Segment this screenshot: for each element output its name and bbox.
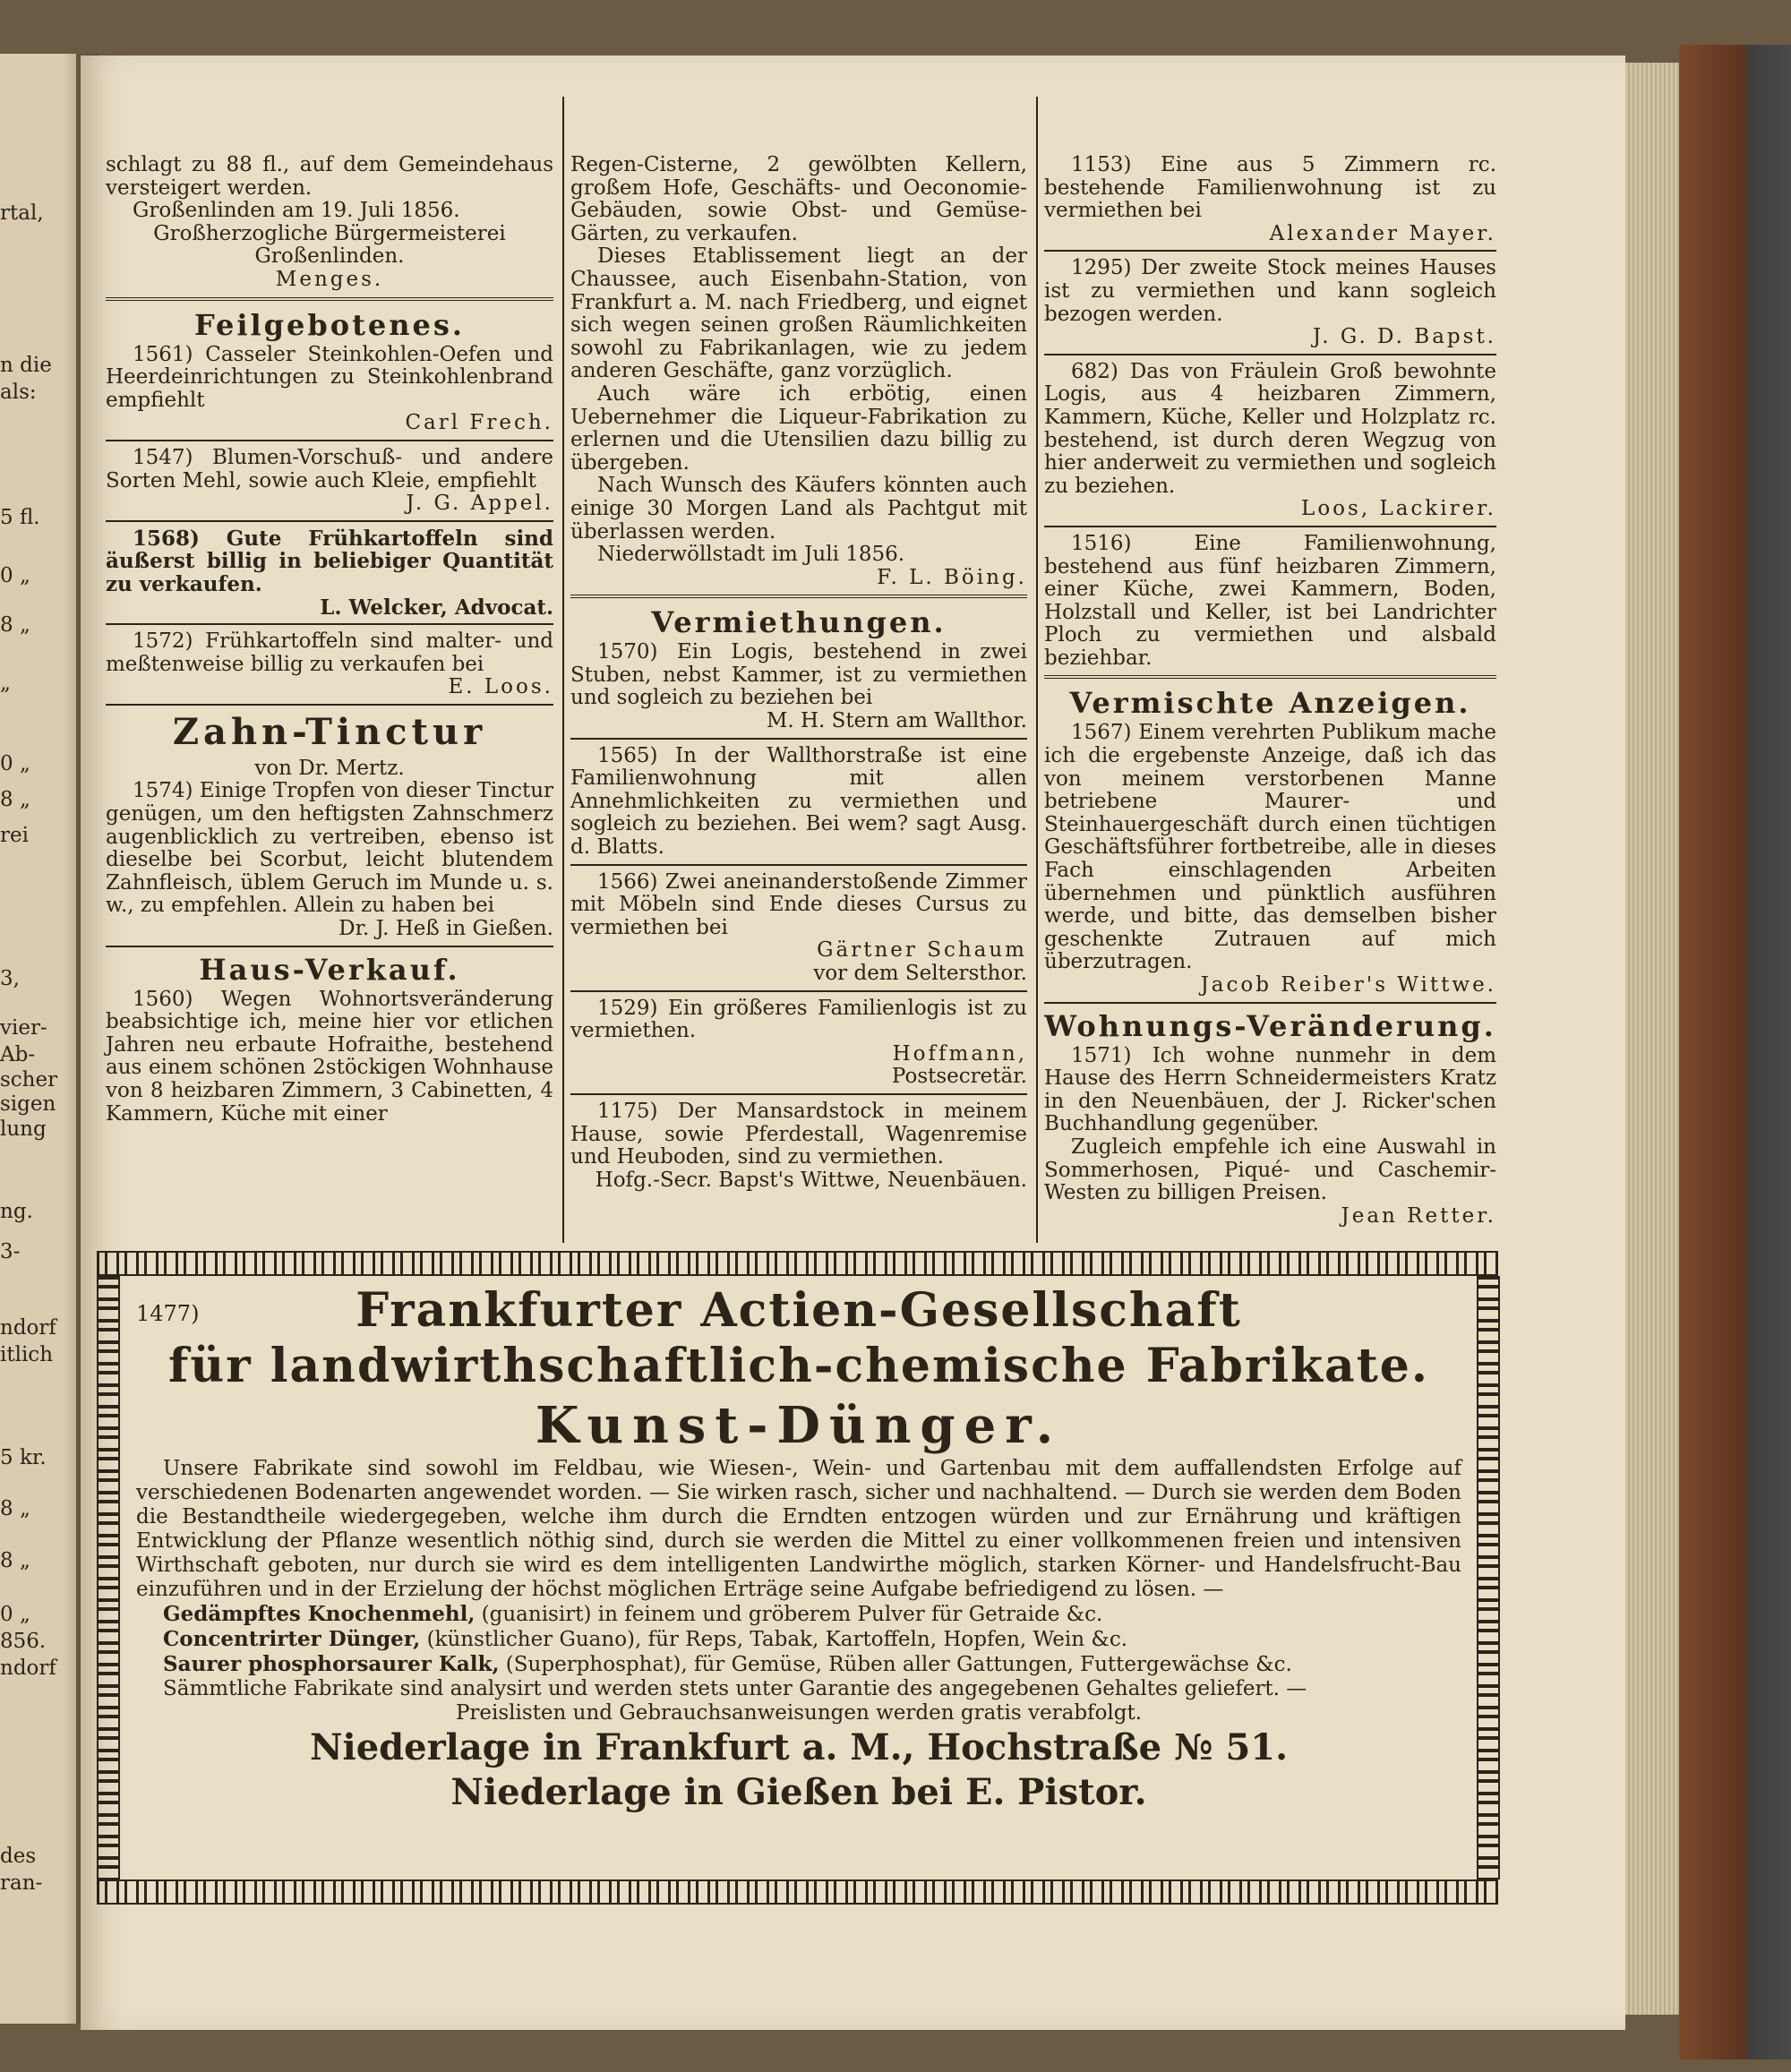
notice-signature: Menges. <box>275 267 384 291</box>
ad-text: 1574) Einige Tropfen von dieser Tinctur genügen, um den heftigsten Zahnschmerz augenblicklich zu vertreiben, ebenso ist dieselbe bei Scorbut, leicht blutendem Zahnfleisch, üblem Geruch im Munde u. s. w., zu empfehlen. Allein zu haben bei <box>106 779 553 918</box>
product-desc: (künstlicher Guano), für Reps, Tabak, Kartoffeln, Hopfen, Wein &c. <box>420 1628 1128 1651</box>
ad-signature: vor dem Seltersthor. <box>813 962 1027 985</box>
ad-signature: Postsecretär. <box>891 1065 1027 1089</box>
column-divider <box>1036 97 1038 1243</box>
ad-number: 1477) <box>136 1301 200 1326</box>
ad-text: Auch wäre ich erbötig, einen Uebernehmer die Liqueur-Fabrikation zu erlernen und die Utensilien dazu billig zu übergeben. <box>570 381 1027 475</box>
section-heading-vermischte-anzeigen: Vermischte Anzeigen. <box>1069 686 1471 721</box>
margin-line: rei <box>0 824 29 847</box>
ornamental-border-bottom <box>97 1879 1498 1905</box>
ad-text: Dieses Etablissement liegt an der Chaussee, auch Eisenbahn-Station, von Frankfurt a. M. nach Friedberg, und eignet sich wegen seinen großen Räumlichkeiten sowohl zu Fabrikanlagen, wie zu jedem anderen Geschäfte, ganz vorzüglich. <box>570 244 1027 383</box>
margin-line: 3- <box>0 1240 21 1263</box>
margin-line: des <box>0 1845 37 1868</box>
margin-line: 5 kr. <box>0 1446 47 1469</box>
ad-pricelist: Preislisten und Gebrauchsanweisungen werden gratis verabfolgt. <box>455 1701 1143 1725</box>
ad-signature: M. H. Stern am Wallthor. <box>766 709 1027 733</box>
product-name: Saurer phosphorsaurer Kalk, <box>163 1652 500 1676</box>
ad-text: 1572) Frühkartoffeln sind malter- und meßtenweise billig zu verkaufen bei <box>106 629 553 676</box>
ad-signature: Dr. J. Heß in Gießen. <box>338 917 553 941</box>
ad-signature: Hoffmann, <box>892 1041 1027 1066</box>
ad-rule <box>1044 1002 1496 1004</box>
ad-text: 1568) Gute Frühkartoffeln sind äußerst billig in beliebiger Quantität zu verkaufen. <box>106 526 553 596</box>
ad-rule <box>570 738 1027 740</box>
section-rule <box>106 297 553 301</box>
ad-date: Niederwöllstadt im Juli 1856. <box>597 543 905 567</box>
section-heading-vermiethungen: Vermiethungen. <box>651 605 947 640</box>
margin-line: als: <box>0 381 37 404</box>
ad-title-product: Kunst-Dünger. <box>535 1396 1063 1455</box>
ad-text: 1295) Der zweite Stock meines Hauses ist zu vermiethen und kann sogleich bezogen werden. <box>1044 256 1496 326</box>
margin-line: 8 „ <box>0 1497 30 1520</box>
margin-line: vier- <box>0 1016 47 1040</box>
margin-line: Ab- <box>0 1043 36 1066</box>
ad-signature: Hofg.-Secr. Bapst's Wittwe, Neuenbäuen. <box>595 1168 1027 1192</box>
column-2 <box>570 154 1027 1192</box>
margin-line: „ <box>0 672 11 695</box>
ad-rule <box>570 990 1027 992</box>
margin-line: ran- <box>0 1871 43 1895</box>
margin-line: lung <box>0 1117 47 1141</box>
ad-text: 1566) Zwei aneinanderstoßende Zimmer mit Möbeln sind Ende dieses Cursus zu vermiethen bei <box>570 869 1027 939</box>
ad-text: Regen-Cisterne, 2 gewölbten Kellern, großem Hofe, Geschäfts- und Oeconomie-Gebäuden, sowie Obst- und Gemüse-Gärten, zu verkaufen. <box>570 153 1027 245</box>
ad-rule <box>570 1093 1027 1095</box>
ad-signature: Jean Retter. <box>1341 1203 1496 1228</box>
advertisement-content <box>136 1283 1461 1815</box>
section-heading-wohnungs-veraenderung: Wohnungs-Veränderung. <box>1044 1008 1496 1043</box>
product-name: Concentrirter Dünger, <box>163 1627 421 1651</box>
ad-signature: Alexander Mayer. <box>1269 221 1496 245</box>
ad-body: Unsere Fabrikate sind sowohl im Feldbau, wie Wiesen-, Wein- und Gartenbau mit dem auffallendsten Erfolge auf verschiedenen Bodenarten angewendet worden. — Sie wirken rasch, sicher und nachhaltend. — Durch sie werden dem Boden die Bestandtheile wiedergegeben, welche ihm durch die Erndten entzogen würden und zur Ernährung und kräftigen Entwicklung der Pflanze wesentlich nöthig sind, durch sie werden die Mittel zu einer vollkommenen freien und intensiven Wirthschaft geboten, nur durch sie wird es dem intelligenten Landwirthe möglich, starken Körner- und Handelsfrucht-Bau einzuführen und in der Erzielung der höchst möglichen Erträge seine Aufgabe befriedigend zu lösen. — <box>136 1457 1461 1601</box>
ad-text: 682) Das von Fräulein Groß bewohnte Logis, aus 4 heizbaren Zimmern, Kammern, Küche, Keller und Holzplatz rc. bestehend, ist durch deren Wegzug von hier anderweit zu vermiethen und sogleich zu beziehen. <box>1044 359 1496 498</box>
product-name: Gedämpftes Knochenmehl, <box>163 1602 476 1626</box>
ad-text: 1565) In der Wallthorstraße ist eine Familienwohnung mit allen Annehmlichkeiten zu vermiethen und sogleich zu beziehen. Bei wem? sagt Ausg. d. Blatts. <box>570 743 1027 860</box>
margin-line: rtal, <box>0 201 44 225</box>
ad-text: 1571) Ich wohne nunmehr in dem Hause des Herrn Schneidermeisters Kratz in den Neuenbäuen, der J. Ricker'schen Buchhandlung gegenüber. <box>1044 1043 1496 1136</box>
ad-title-subtitle: für landwirthschaftlich-chemische Fabrikate. <box>168 1339 1429 1393</box>
margin-line: ndorf <box>0 1657 56 1680</box>
ad-rule <box>1044 354 1496 355</box>
product-desc: (guanisirt) in feinem und gröberem Pulver für Getraide &c. <box>475 1603 1103 1626</box>
section-heading-feilgebotenes: Feilgebotenes. <box>193 307 465 342</box>
ad-text: 1547) Blumen-Vorschuß- und andere Sorten Mehl, sowie auch Kleie, empfiehlt <box>106 445 553 492</box>
book-cover <box>1679 45 1791 2059</box>
margin-line: ndorf <box>0 1316 56 1340</box>
ad-signature: Jacob Reiber's Wittwe. <box>1200 973 1496 997</box>
section-heading-haus-verkauf: Haus-Verkauf. <box>199 952 460 987</box>
notice-authority: Großherzogliche Bürgermeisterei <box>153 221 506 245</box>
ad-rule <box>1044 250 1496 252</box>
ornamental-border-left <box>97 1276 120 1879</box>
column-1 <box>106 154 553 1126</box>
ad-title-company: Frankfurter Actien-Gesellschaft <box>356 1283 1242 1338</box>
ad-text: 1560) Wegen Wohnortsveränderung beabsichtige ich, meine hier vor etlichen Jahren neu erbaute Hofraithe, bestehend aus einem schönen 2stöckigen Wohnhause von 8 heizbaren Zimmern, 3 Cabinetten, 4 Kammern, Küche mit einer <box>106 987 553 1126</box>
margin-line: 5 fl. <box>0 506 40 529</box>
margin-line: 3, <box>0 967 20 990</box>
notice-text: schlagt zu 88 fl., auf dem Gemeindehaus versteigert werden. <box>106 153 553 200</box>
ad-text: 1175) Der Mansardstock in meinem Hause, sowie Pferdestall, Wagenremise und Heuboden, sind zu vermiethen. <box>570 1099 1027 1169</box>
column-3 <box>1044 154 1496 1228</box>
ad-rule <box>106 623 553 625</box>
ornamental-border-top <box>97 1251 1498 1276</box>
ad-signature: J. G. D. Bapst. <box>1312 325 1496 349</box>
section-rule <box>570 595 1027 598</box>
section-rule <box>1044 675 1496 679</box>
page-stack-edge <box>1625 63 1679 2015</box>
notice-place: Großenlinden. <box>254 244 405 269</box>
ad-signature: Carl Frech. <box>405 411 553 435</box>
ad-text: 1529) Ein größeres Familienlogis ist zu vermiethen. <box>570 996 1027 1043</box>
ornamental-border-right <box>1477 1276 1500 1879</box>
ad-rule <box>1044 526 1496 527</box>
ad-rule <box>106 440 553 441</box>
margin-line: 0 „ <box>0 1603 30 1626</box>
ad-rule <box>106 704 553 706</box>
ad-rule <box>106 946 553 947</box>
ad-text: 1561) Casseler Steinkohlen-Oefen und Heerdeinrichtungen zu Steinkohlenbrand empfiehlt <box>106 342 553 412</box>
ad-text: 1570) Ein Logis, bestehend in zwei Stuben, nebst Kammer, ist zu vermiethen und sogleich zu beziehen bei <box>570 640 1027 710</box>
ad-depot-frankfurt: Niederlage in Frankfurt a. M., Hochstraße № 51. <box>309 1726 1289 1768</box>
margin-line: n die <box>0 354 52 377</box>
ad-text: Nach Wunsch des Käufers könnten auch einige 30 Morgen Land als Pachtgut mit überlassen werden. <box>570 474 1027 544</box>
ad-subtitle: von Dr. Mertz. <box>254 756 405 780</box>
ad-text: Zugleich empfehle ich eine Auswahl in Sommerhosen, Piqué- und Caschemir-Westen zu billigen Preisen. <box>1044 1134 1496 1205</box>
ad-signature: J. G. Appel. <box>406 492 553 516</box>
margin-line: 8 „ <box>0 613 30 637</box>
section-heading-zahn-tinctur: Zahn-Tinctur <box>172 710 487 753</box>
ad-text: 1516) Eine Familienwohnung, bestehend aus fünf heizbaren Zimmern, einer Küche, zwei Kammern, Boden, Holzstall und Keller, ist bei Landrichter Ploch zu vermiethen und alsbald beziehbar. <box>1044 531 1496 670</box>
margin-line: itlich <box>0 1343 54 1366</box>
ad-text: 1153) Eine aus 5 Zimmern rc. bestehende Familienwohnung ist zu vermiethen bei <box>1044 153 1496 223</box>
ad-product-item <box>136 1627 1461 1652</box>
ad-product-item <box>136 1602 1461 1627</box>
notice-date: Großenlinden am 19. Juli 1856. <box>133 199 460 223</box>
margin-line: 0 „ <box>0 752 30 775</box>
margin-line: 0 „ <box>0 564 30 587</box>
margin-line: 8 „ <box>0 1549 30 1572</box>
kunst-duenger-advertisement <box>97 1251 1498 1905</box>
margin-line: sigen <box>0 1092 56 1116</box>
margin-line: 8 „ <box>0 788 30 811</box>
ad-signature: L. Welcker, Advocat. <box>320 595 553 620</box>
ad-rule <box>106 520 553 522</box>
ad-depot-giessen: Niederlage in Gießen bei E. Pistor. <box>450 1771 1147 1813</box>
margin-line: scher <box>0 1068 58 1092</box>
ad-signature: E. Loos. <box>448 675 553 699</box>
ad-product-item <box>136 1652 1461 1677</box>
margin-line: 856. <box>0 1630 47 1653</box>
column-divider <box>562 97 564 1243</box>
ad-guarantee: Sämmtliche Fabrikate sind analysirt und werden stets unter Garantie des angegebenen Gehaltes geliefert. — <box>163 1677 1307 1700</box>
ad-signature: Loos, Lackirer. <box>1301 497 1496 521</box>
margin-line: ng. <box>0 1200 33 1223</box>
ad-signature: F. L. Böing. <box>877 565 1027 589</box>
ad-rule <box>570 864 1027 866</box>
product-desc: (Superphosphat), für Gemüse, Rüben aller Gattungen, Futtergewächse &c. <box>499 1653 1292 1676</box>
ad-signature: Gärtner Schaum <box>817 938 1027 963</box>
ad-text: 1567) Einem verehrten Publikum mache ich die ergebenste Anzeige, daß ich das von meinem verstorbenen Manne betriebene Maurer- und Steinhauergeschäft durch einen tüchtigen Geschäftsführer fortbetreibe, alle in dieses Fach einschlagenden Arbeiten übernehmen und pünktlich ausführen werde, und bitte, das demselben bisher geschenkte Zutrauen auf mich überzutragen. <box>1044 721 1496 974</box>
